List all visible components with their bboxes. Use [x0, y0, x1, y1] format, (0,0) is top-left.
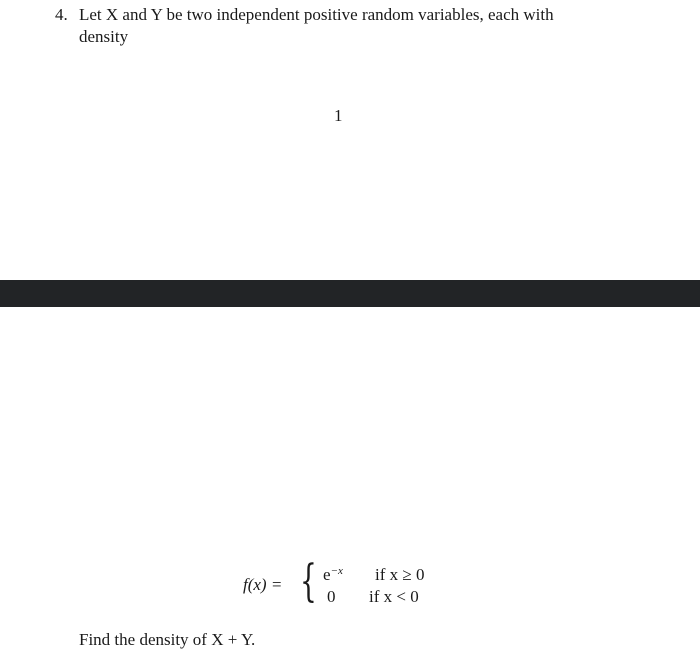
page-number: 1: [334, 106, 343, 125]
case-1-condition: if x ≥ 0: [375, 565, 425, 584]
problem-number: 4.: [55, 5, 68, 24]
page-bottom: [0, 307, 700, 668]
problem-line-1: [55, 4, 655, 26]
problem-text-line-2: density: [79, 27, 129, 46]
problem-text-line-1: Let X and Y be two independent positive random variables, each with: [79, 5, 554, 24]
case-1-value: [323, 565, 343, 585]
problem-statement: [55, 4, 655, 48]
density-formula: [243, 556, 463, 610]
case-2-condition: if x < 0: [369, 587, 419, 606]
formula-lhs: f(x) =: [243, 575, 283, 594]
case-1-exponent: −x: [330, 565, 343, 577]
case-2-value: 0: [327, 587, 336, 606]
cases-brace: {: [300, 556, 317, 607]
case-1-base: e: [323, 565, 331, 584]
page-separator: [0, 280, 700, 307]
page-top: [0, 0, 700, 280]
question-text: Find the density of X + Y.: [79, 630, 256, 649]
